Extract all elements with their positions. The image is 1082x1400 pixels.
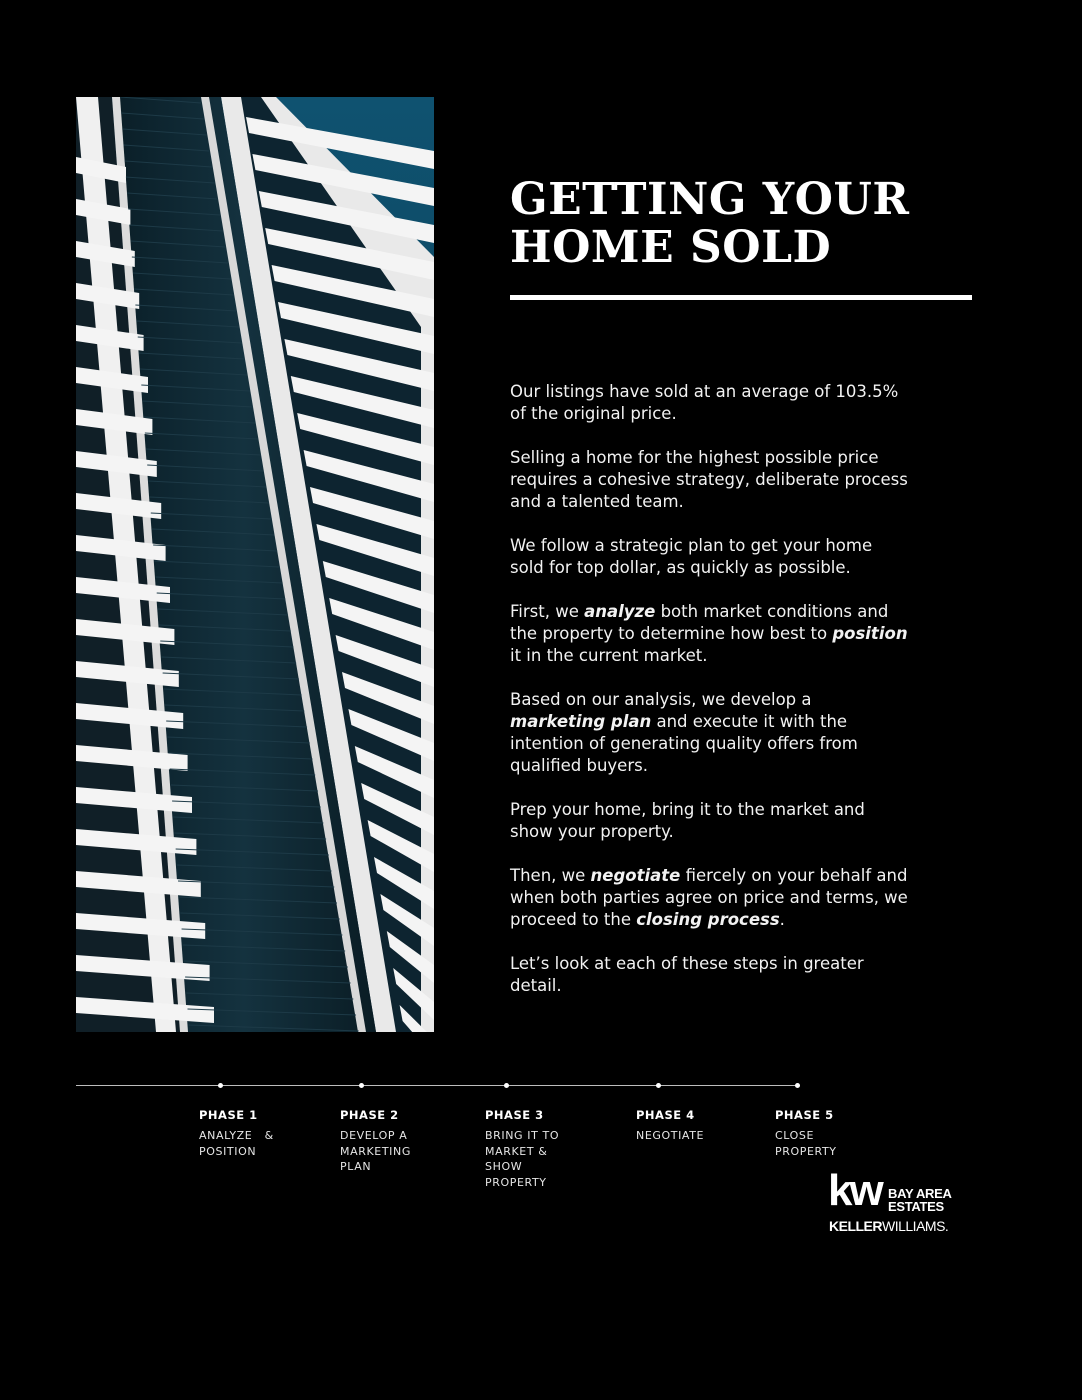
phase-description bbox=[199, 1128, 319, 1159]
p5-text-2: and execute it with the intention of generating quality offers from qualified buyers. bbox=[510, 712, 858, 775]
p4-text-1: First, we bbox=[510, 602, 585, 621]
title-divider bbox=[510, 295, 972, 300]
page-title bbox=[510, 176, 980, 272]
timeline-dot-1 bbox=[218, 1083, 223, 1088]
phase-line: SHOW bbox=[485, 1160, 523, 1173]
phase-5 bbox=[775, 1108, 895, 1159]
building-photo bbox=[76, 97, 434, 1032]
p4-emphasis-analyze: analyze bbox=[584, 602, 656, 621]
skyscraper-illustration bbox=[76, 97, 434, 1032]
phase-line: ANALYZE & bbox=[199, 1129, 274, 1142]
paragraph-7 bbox=[510, 865, 910, 931]
keller-williams-logo bbox=[828, 1166, 958, 1235]
phase-title: PHASE 5 bbox=[775, 1108, 834, 1122]
p7-emphasis-negotiate: negotiate bbox=[590, 866, 681, 885]
p4-text-3: it in the current market. bbox=[510, 646, 708, 665]
title-line-2: HOME SOLD bbox=[510, 222, 832, 273]
phase-line: CLOSE bbox=[775, 1129, 815, 1142]
timeline-dot-2 bbox=[359, 1083, 364, 1088]
office-name-line-1: BAY AREA bbox=[888, 1186, 952, 1201]
phase-line: PLAN bbox=[340, 1160, 372, 1173]
phase-line: POSITION bbox=[199, 1144, 257, 1158]
title-line-1: GETTING YOUR bbox=[510, 174, 910, 225]
phase-4 bbox=[636, 1108, 756, 1144]
phase-2 bbox=[340, 1108, 460, 1175]
p7-text-1: Then, we bbox=[510, 866, 591, 885]
p4-emphasis-position: position bbox=[832, 624, 908, 643]
p7-text-3: . bbox=[779, 910, 785, 929]
phase-line: NEGOTIATE bbox=[636, 1129, 705, 1142]
phase-title: PHASE 4 bbox=[636, 1108, 695, 1122]
timeline-dot-5 bbox=[795, 1083, 800, 1088]
body-text bbox=[510, 381, 910, 1019]
phase-title: PHASE 2 bbox=[340, 1108, 399, 1122]
phase-description bbox=[485, 1128, 605, 1190]
phase-title: PHASE 1 bbox=[199, 1108, 258, 1122]
paragraph-4 bbox=[510, 601, 910, 667]
brand-wordmark bbox=[829, 1218, 948, 1234]
office-name bbox=[888, 1187, 952, 1213]
paragraph-1: Our listings have sold at an average of 103.5% of the original price. bbox=[510, 382, 899, 423]
paragraph-5 bbox=[510, 689, 910, 777]
phase-description bbox=[340, 1128, 460, 1175]
phase-description bbox=[775, 1128, 895, 1159]
timeline-dot-4 bbox=[656, 1083, 661, 1088]
brand-williams: WILLIAMS. bbox=[882, 1218, 949, 1234]
phase-1 bbox=[199, 1108, 319, 1159]
phase-description bbox=[636, 1128, 756, 1144]
brand-keller: KELLER bbox=[829, 1218, 882, 1234]
timeline-dot-3 bbox=[504, 1083, 509, 1088]
phase-timeline bbox=[76, 1085, 800, 1086]
p5-text-1: Based on our analysis, we develop a bbox=[510, 690, 812, 709]
phase-line: MARKET & bbox=[485, 1144, 548, 1158]
phase-line: DEVELOP A bbox=[340, 1129, 408, 1142]
phase-title: PHASE 3 bbox=[485, 1108, 544, 1122]
phase-line: PROPERTY bbox=[485, 1175, 547, 1189]
p7-emphasis-closing-process: closing process bbox=[636, 910, 780, 929]
paragraph-8: Let’s look at each of these steps in greater detail. bbox=[510, 954, 864, 995]
paragraph-3: We follow a strategic plan to get your home sold for top dollar, as quickly as possible. bbox=[510, 536, 873, 577]
p7-text-2: fiercely on your behalf and when both parties agree on price and terms, we proceed to the bbox=[510, 866, 908, 929]
p4-text-2: both market conditions and the property to determine how best to bbox=[510, 602, 889, 643]
phase-3 bbox=[485, 1108, 605, 1190]
paragraph-2: Selling a home for the highest possible price requires a cohesive strategy, deliberate process and a talented team. bbox=[510, 448, 908, 511]
phase-line: BRING IT TO bbox=[485, 1129, 560, 1142]
kw-logo-mark: kw bbox=[828, 1166, 881, 1215]
office-name-line-2: ESTATES bbox=[888, 1199, 944, 1214]
p5-emphasis-marketing-plan: marketing plan bbox=[510, 712, 652, 731]
phase-line: MARKETING bbox=[340, 1144, 411, 1158]
paragraph-6: Prep your home, bring it to the market and show your property. bbox=[510, 800, 865, 841]
phase-line: PROPERTY bbox=[775, 1144, 837, 1158]
